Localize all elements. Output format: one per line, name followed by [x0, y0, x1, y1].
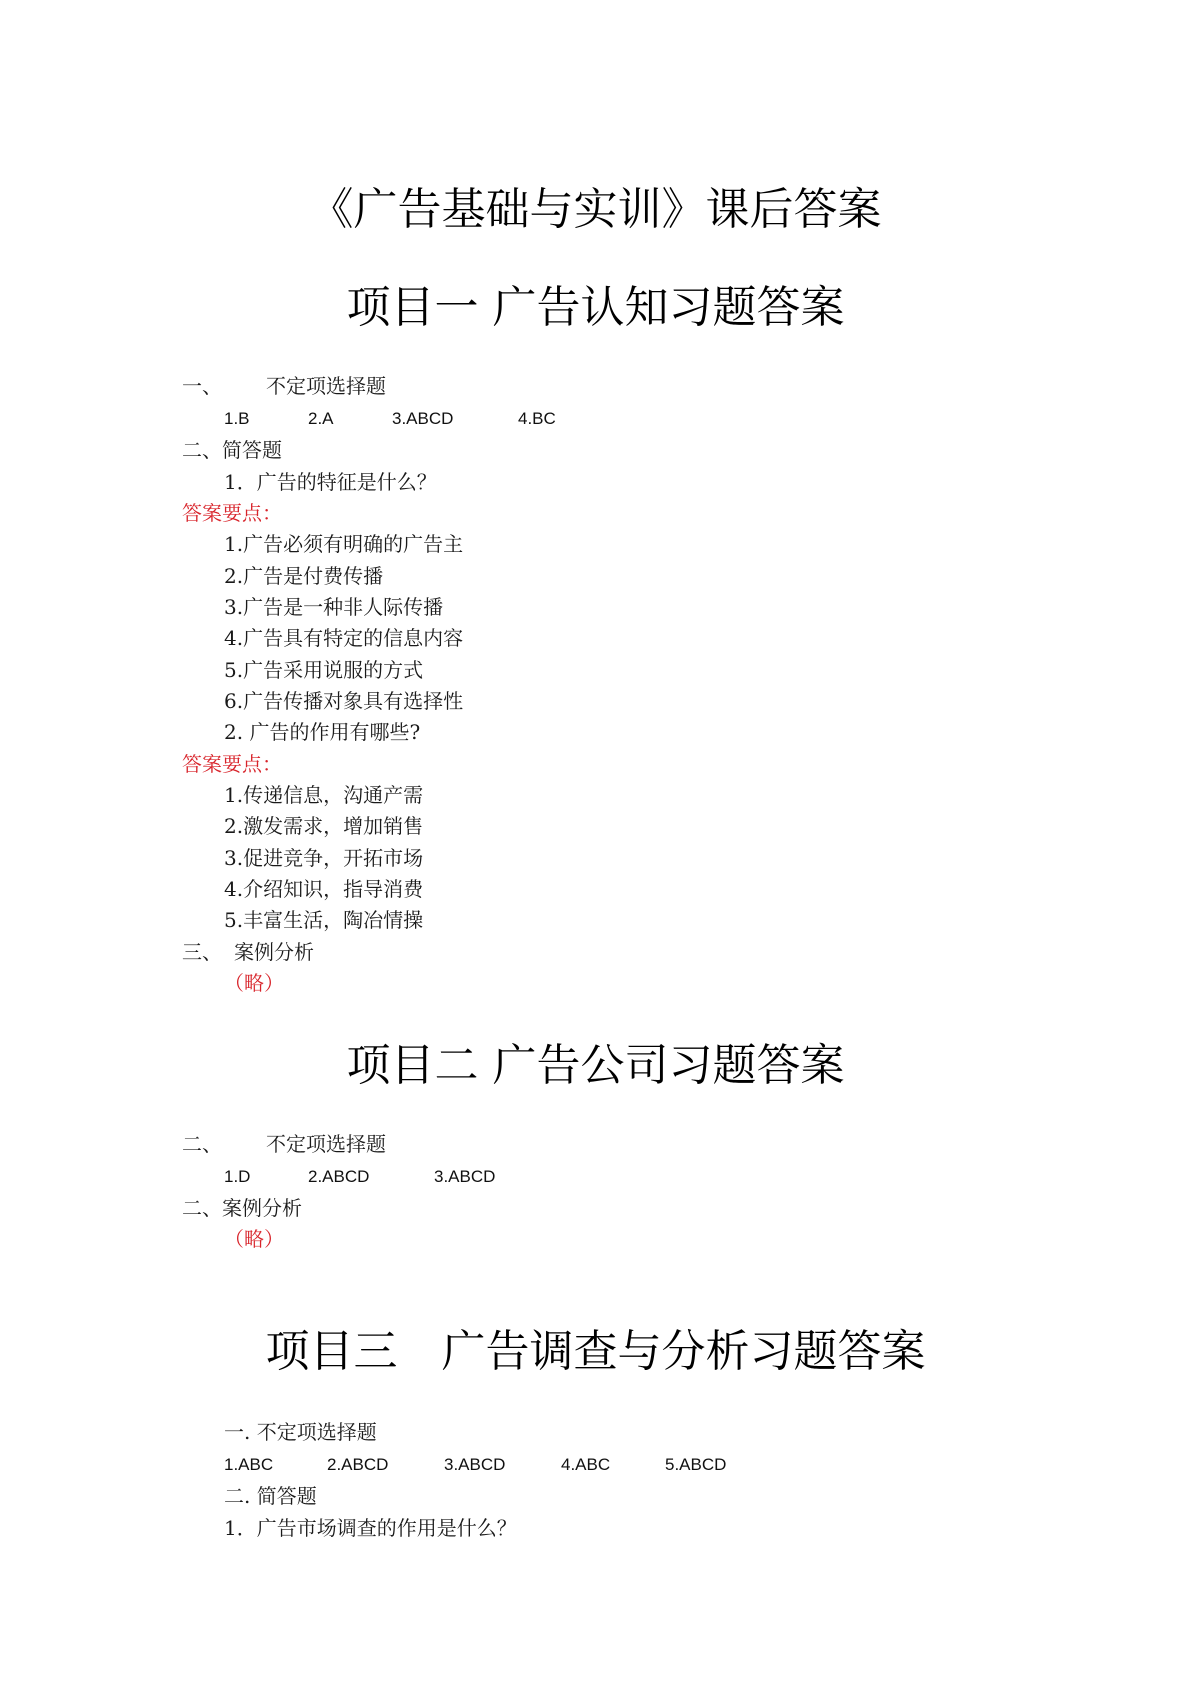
section-title-1: 项目一 广告认知习题答案 [346, 282, 845, 333]
omitted-note: （略） [224, 971, 284, 995]
answer-point: 5.丰富生活，陶冶情操 [224, 908, 424, 932]
case-heading-1: 案例分析 [234, 940, 314, 964]
mc-answer: 2.ABCD [327, 1455, 389, 1474]
mc-answer: 4.ABC [561, 1455, 611, 1474]
section-title-2: 项目二 广告公司习题答案 [346, 1040, 845, 1091]
mc-heading-1: 不定项选择题 [266, 374, 386, 398]
question-3-1: 1．广告市场调查的作用是什么？ [224, 1516, 517, 1540]
mc-answer: 1.ABC [224, 1455, 274, 1474]
answer-point: 4.广告具有特定的信息内容 [224, 626, 464, 650]
answer-point: 1.广告必须有明确的广告主 [224, 532, 464, 556]
answer-point: 4.介绍知识，指导消费 [224, 877, 424, 901]
short-answer-heading-1: 二、简答题 [182, 438, 282, 462]
mc-answer: 3.ABCD [444, 1455, 506, 1474]
answer-point: 5.广告采用说服的方式 [224, 658, 424, 682]
mc-heading-prefix-1: 一、 [182, 374, 222, 398]
case-heading-2: 二、案例分析 [182, 1196, 302, 1220]
answer-label: 答案要点： [182, 501, 282, 525]
mc-answer: 4.BC [518, 409, 556, 428]
mc-answer: 1.D [224, 1167, 251, 1186]
answer-point: 1.传递信息，沟通产需 [224, 783, 424, 807]
mc-answer: 3.ABCD [392, 409, 454, 428]
mc-answer: 3.ABCD [434, 1167, 496, 1186]
question-1-2: 2. 广告的作用有哪些? [224, 720, 421, 744]
case-heading-prefix-1: 三、 [182, 940, 222, 964]
question-1-1: 1．广告的特征是什么？ [224, 470, 437, 494]
answer-point: 3.促进竞争，开拓市场 [224, 846, 424, 870]
document-title: 《广告基础与实训》课后答案 [309, 184, 882, 235]
short-answer-heading-3: 二. 简答题 [224, 1484, 317, 1508]
mc-answer: 1.B [224, 409, 250, 428]
omitted-note: （略） [224, 1227, 284, 1251]
mc-answer: 5.ABCD [665, 1455, 727, 1474]
mc-heading-prefix-2: 二、 [182, 1132, 222, 1156]
answer-label: 答案要点： [182, 752, 282, 776]
section-title-3: 项目三 广告调查与分析习题答案 [265, 1326, 926, 1377]
mc-heading-2: 不定项选择题 [266, 1132, 386, 1156]
answer-point: 2.广告是付费传播 [224, 564, 384, 588]
answer-point: 6.广告传播对象具有选择性 [224, 689, 464, 713]
mc-answer: 2.ABCD [308, 1167, 370, 1186]
mc-heading-3: 一. 不定项选择题 [224, 1420, 377, 1444]
answer-point: 2.激发需求，增加销售 [224, 814, 424, 838]
answer-point: 3.广告是一种非人际传播 [224, 595, 444, 619]
mc-answer: 2.A [308, 409, 334, 428]
